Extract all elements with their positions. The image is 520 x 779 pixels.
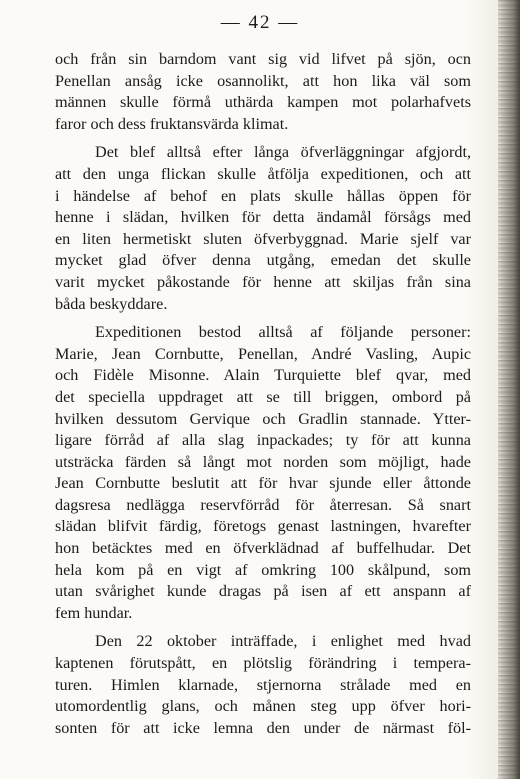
text-line: Marie, Jean Cornbutte, Penellan, André Vasling, Aupic <box>55 344 471 363</box>
text-line: det speciella uppdraget att se till briggen, ombord på <box>55 387 471 406</box>
paragraph-4 <box>55 631 471 739</box>
text-line: en liten hermetiskt sluten öfverbyggnad. Marie sjelf var <box>55 229 471 248</box>
text-line: dagsresa nedlägga reservförråd för återresan. Så snart <box>55 495 471 514</box>
body-text <box>55 49 471 739</box>
text-line: männen skulle förmå uthärda kampen mot polarhafvets <box>55 93 471 112</box>
text-line: hela kom på en vigt af omkring 100 skålpund, som <box>55 560 471 579</box>
text-line: Expeditionen bestod alltså af följande personer: <box>95 323 471 342</box>
text-line: hon betäcktes med en öfverklädnad af buffelhudar. Det <box>55 539 471 558</box>
text-line: utomordentlig glans, och månen steg upp öfver hori- <box>55 697 471 716</box>
text-line: Det blef alltså efter långa öfverläggningar afgjordt, <box>95 143 471 162</box>
text-line: henne i slädan, hvilken för detta ändamål försågs med <box>55 208 471 227</box>
text-line: sonten för att icke lemna den under de närmast föl- <box>55 718 471 737</box>
text-line: turen. Himlen klarnade, stjernorna strålade med en <box>55 675 471 694</box>
text-line: i händelse af behof en plats skulle hållas öppen för <box>55 186 471 205</box>
paragraph-2 <box>55 142 471 315</box>
text-line: mycket glad öfver denna utgång, emedan det skulle <box>55 251 471 270</box>
text-line: ligare förråd af alla slag inpackades; ty för att kunna <box>55 431 471 450</box>
text-line: båda beskyddare. <box>55 294 168 313</box>
text-line: slädan blifvit färdig, företogs genast lastningen, hvarefter <box>55 517 471 536</box>
text-line: Jean Cornbutte beslutit att för hvar sjunde eller åttonde <box>55 474 471 493</box>
text-line: utan svårighet kunde dragas på isen af ett anspann af <box>55 582 471 601</box>
text-line: faror och dess fruktansvärda klimat. <box>55 114 289 133</box>
page-number: — 42 — <box>220 12 300 33</box>
text-line: och Fidèle Misonne. Alain Turquiette blef qvar, med <box>55 366 471 385</box>
text-line: utsträcka färden så långt mot norden som möjligt, hade <box>55 452 471 471</box>
paragraph-1 <box>55 49 471 135</box>
paragraph-3 <box>55 322 471 624</box>
text-line: fem hundar. <box>55 603 133 622</box>
text-line: varit mycket påkostande för henne att skiljas från sina <box>55 272 471 291</box>
text-line: kaptenen förutspått, en plötslig förändring i tempera- <box>55 654 471 673</box>
text-line: hvilken dessutom Gervique och Gradlin stannade. Ytter- <box>55 409 471 428</box>
text-line: att den unga flickan skulle åtfölja expeditionen, och att <box>55 164 471 183</box>
text-line: och från sin barndom vant sig vid lifvet på sjön, ocn <box>55 50 471 68</box>
page-edge-shadow <box>498 0 520 779</box>
text-line: Den 22 oktober inträffade, i enlighet med hvad <box>95 632 471 651</box>
text-line: Penellan ansåg icke osannolikt, att hon lika väl som <box>55 71 471 90</box>
